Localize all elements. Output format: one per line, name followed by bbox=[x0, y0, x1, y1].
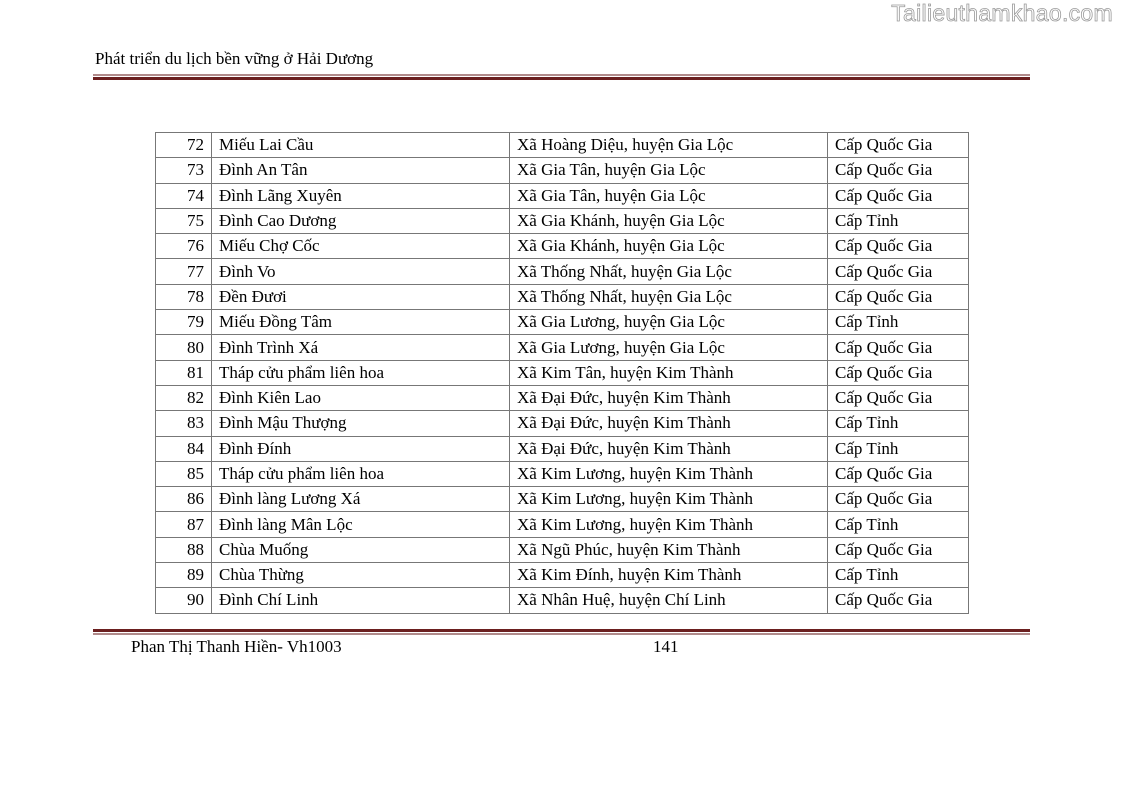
heritage-level: Cấp Tỉnh bbox=[828, 208, 969, 233]
footer-divider bbox=[93, 629, 1030, 635]
site-name: Đình Chí Linh bbox=[212, 588, 510, 613]
row-number: 89 bbox=[156, 563, 212, 588]
site-name: Đền Đươi bbox=[212, 284, 510, 309]
heritage-level: Cấp Quốc Gia bbox=[828, 335, 969, 360]
table-row bbox=[156, 461, 969, 486]
heritage-level: Cấp Quốc Gia bbox=[828, 385, 969, 410]
table-row bbox=[156, 563, 969, 588]
header-title: Phát triển du lịch bền vững ở Hải Dương bbox=[95, 49, 374, 68]
row-number: 81 bbox=[156, 360, 212, 385]
site-name: Đình Vo bbox=[212, 259, 510, 284]
site-name: Miếu Lai Cầu bbox=[212, 133, 510, 158]
site-location: Xã Hoàng Diệu, huyện Gia Lộc bbox=[510, 133, 828, 158]
table-row bbox=[156, 259, 969, 284]
site-name: Đình Trình Xá bbox=[212, 335, 510, 360]
row-number: 87 bbox=[156, 512, 212, 537]
site-name: Đình Kiên Lao bbox=[212, 385, 510, 410]
heritage-level: Cấp Quốc Gia bbox=[828, 487, 969, 512]
site-name: Miếu Đồng Tâm bbox=[212, 310, 510, 335]
site-name: Chùa Thừng bbox=[212, 563, 510, 588]
table-row bbox=[156, 183, 969, 208]
heritage-table bbox=[155, 132, 969, 614]
table-row bbox=[156, 537, 969, 562]
site-location: Xã Nhân Huệ, huyện Chí Linh bbox=[510, 588, 828, 613]
row-number: 86 bbox=[156, 487, 212, 512]
heritage-level: Cấp Quốc Gia bbox=[828, 360, 969, 385]
row-number: 72 bbox=[156, 133, 212, 158]
table-row bbox=[156, 588, 969, 613]
table-row bbox=[156, 335, 969, 360]
heritage-level: Cấp Quốc Gia bbox=[828, 284, 969, 309]
site-location: Xã Gia Khánh, huyện Gia Lộc bbox=[510, 208, 828, 233]
site-location: Xã Kim Lương, huyện Kim Thành bbox=[510, 487, 828, 512]
heritage-level: Cấp Quốc Gia bbox=[828, 158, 969, 183]
heritage-level: Cấp Tỉnh bbox=[828, 411, 969, 436]
row-number: 85 bbox=[156, 461, 212, 486]
table-row bbox=[156, 310, 969, 335]
site-location: Xã Kim Lương, huyện Kim Thành bbox=[510, 461, 828, 486]
row-number: 90 bbox=[156, 588, 212, 613]
row-number: 84 bbox=[156, 436, 212, 461]
site-location: Xã Thống Nhất, huyện Gia Lộc bbox=[510, 284, 828, 309]
site-name: Đình Đính bbox=[212, 436, 510, 461]
site-location: Xã Gia Tân, huyện Gia Lộc bbox=[510, 158, 828, 183]
site-location: Xã Kim Tân, huyện Kim Thành bbox=[510, 360, 828, 385]
row-number: 75 bbox=[156, 208, 212, 233]
row-number: 79 bbox=[156, 310, 212, 335]
row-number: 76 bbox=[156, 234, 212, 259]
table-row bbox=[156, 385, 969, 410]
row-number: 77 bbox=[156, 259, 212, 284]
table-row bbox=[156, 436, 969, 461]
table-row bbox=[156, 234, 969, 259]
site-location: Xã Gia Khánh, huyện Gia Lộc bbox=[510, 234, 828, 259]
table-row bbox=[156, 411, 969, 436]
heritage-level: Cấp Tỉnh bbox=[828, 310, 969, 335]
site-location: Xã Gia Tân, huyện Gia Lộc bbox=[510, 183, 828, 208]
site-location: Xã Gia Lương, huyện Gia Lộc bbox=[510, 335, 828, 360]
table-row bbox=[156, 284, 969, 309]
row-number: 88 bbox=[156, 537, 212, 562]
site-location: Xã Đại Đức, huyện Kim Thành bbox=[510, 385, 828, 410]
site-location: Xã Thống Nhất, huyện Gia Lộc bbox=[510, 259, 828, 284]
site-name: Đình làng Lương Xá bbox=[212, 487, 510, 512]
heritage-level: Cấp Quốc Gia bbox=[828, 259, 969, 284]
site-name: Tháp cửu phẩm liên hoa bbox=[212, 360, 510, 385]
heritage-level: Cấp Quốc Gia bbox=[828, 234, 969, 259]
site-location: Xã Ngũ Phúc, huyện Kim Thành bbox=[510, 537, 828, 562]
row-number: 74 bbox=[156, 183, 212, 208]
site-location: Xã Gia Lương, huyện Gia Lộc bbox=[510, 310, 828, 335]
table-row bbox=[156, 208, 969, 233]
footer-author: Phan Thị Thanh Hiền- Vh1003 bbox=[131, 637, 342, 656]
heritage-level: Cấp Quốc Gia bbox=[828, 133, 969, 158]
table-row bbox=[156, 158, 969, 183]
table-row bbox=[156, 487, 969, 512]
heritage-level: Cấp Tỉnh bbox=[828, 436, 969, 461]
table-row bbox=[156, 360, 969, 385]
site-name: Chùa Muống bbox=[212, 537, 510, 562]
heritage-level: Cấp Quốc Gia bbox=[828, 537, 969, 562]
site-location: Xã Đại Đức, huyện Kim Thành bbox=[510, 436, 828, 461]
site-name: Đình Lãng Xuyên bbox=[212, 183, 510, 208]
heritage-level: Cấp Quốc Gia bbox=[828, 461, 969, 486]
header-divider bbox=[93, 74, 1030, 80]
watermark: Tailieuthamkhao.com bbox=[891, 0, 1113, 26]
row-number: 73 bbox=[156, 158, 212, 183]
heritage-level: Cấp Quốc Gia bbox=[828, 588, 969, 613]
row-number: 83 bbox=[156, 411, 212, 436]
row-number: 82 bbox=[156, 385, 212, 410]
site-name: Miếu Chợ Cốc bbox=[212, 234, 510, 259]
site-location: Xã Kim Đính, huyện Kim Thành bbox=[510, 563, 828, 588]
page-number: 141 bbox=[653, 637, 679, 656]
heritage-level: Cấp Tỉnh bbox=[828, 512, 969, 537]
site-name: Đình Mậu Thượng bbox=[212, 411, 510, 436]
site-name: Tháp cửu phẩm liên hoa bbox=[212, 461, 510, 486]
table-row bbox=[156, 133, 969, 158]
row-number: 80 bbox=[156, 335, 212, 360]
site-location: Xã Kim Lương, huyện Kim Thành bbox=[510, 512, 828, 537]
row-number: 78 bbox=[156, 284, 212, 309]
heritage-level: Cấp Quốc Gia bbox=[828, 183, 969, 208]
table-row bbox=[156, 512, 969, 537]
heritage-level: Cấp Tỉnh bbox=[828, 563, 969, 588]
site-name: Đình An Tân bbox=[212, 158, 510, 183]
site-name: Đình làng Mân Lộc bbox=[212, 512, 510, 537]
site-location: Xã Đại Đức, huyện Kim Thành bbox=[510, 411, 828, 436]
site-name: Đình Cao Dương bbox=[212, 208, 510, 233]
